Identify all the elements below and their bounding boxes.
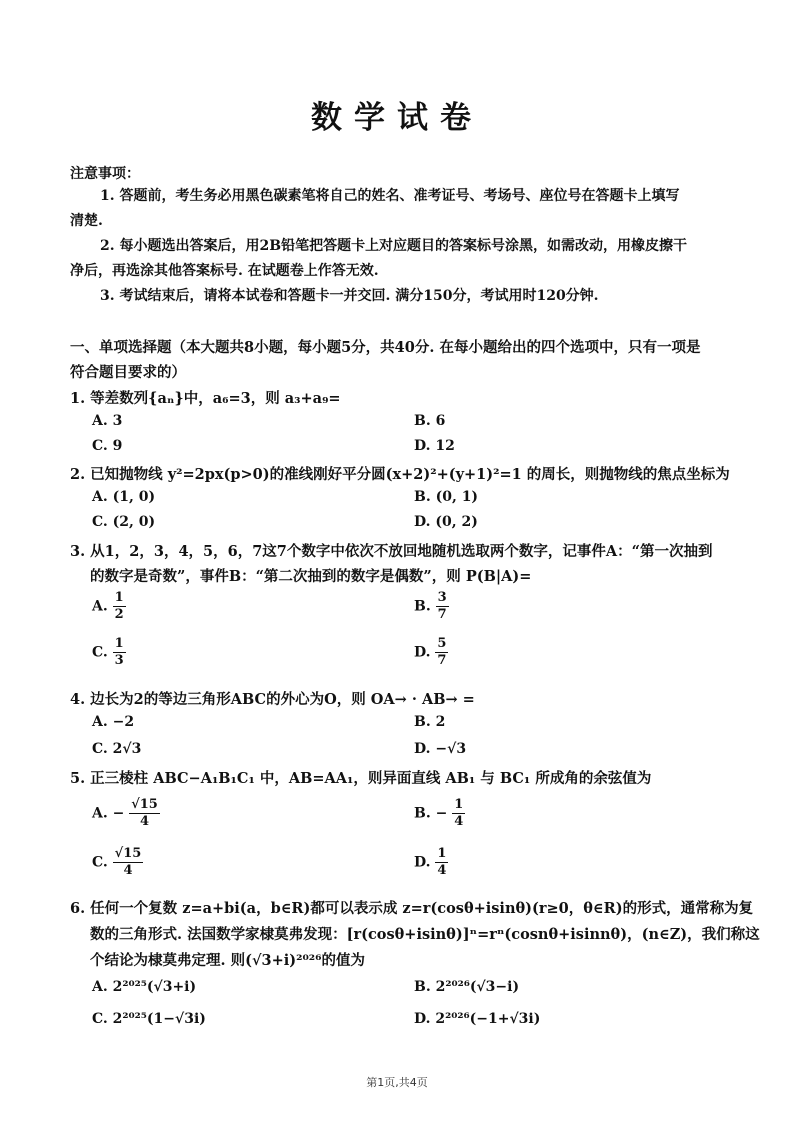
note-2a: 2. 每小题选出答案后，用2B铅笔把答题卡上对应题目的答案标号涂黑，如需改动，用橡皮擦干 [100, 238, 688, 254]
q3-option-d-label: D. [414, 644, 431, 661]
q4-stem: 4. 边长为2的等边三角形ABC的外心为O，则 OA→ · AB→ = [70, 691, 475, 708]
q3-option-a-denominator: 2 [114, 607, 124, 622]
q5-option-b-label: B. − [414, 805, 448, 822]
q5-option-d-fraction [435, 846, 448, 879]
q2-option-b: B. (0, 1) [414, 489, 479, 505]
q6-stem-line1: 6. 任何一个复数 z=a+bi(a，b∈R)都可以表示成 z=r(cosθ+isinθ)(r≥0，θ∈R)的形式，通常称为复 [70, 900, 754, 917]
q5-option-c-numerator: √15 [114, 846, 142, 861]
q5-option-a-denominator: 4 [140, 814, 150, 829]
q3-option-c-fraction [113, 636, 126, 669]
q1-stem: 1. 等差数列{aₙ}中，a₆=3，则 a₃+a₉= [70, 390, 341, 407]
q6-option-a: A. 2²⁰²⁵(√3+i) [92, 979, 197, 995]
q3-option-a [92, 590, 126, 623]
q2-stem: 2. 已知抛物线 y²=2px(p>0)的准线刚好平分圆(x+2)²+(y+1)²=1 的周长，则抛物线的焦点坐标为 [70, 466, 730, 483]
q5-option-a-numerator: √15 [131, 797, 158, 812]
q3-option-b-denominator: 7 [437, 607, 447, 622]
q4-option-b: B. 2 [414, 714, 446, 730]
q4-option-c: C. 2√3 [92, 741, 142, 757]
q5-option-b [414, 797, 465, 830]
note-1b: 清楚. [70, 213, 103, 229]
q1-option-c: C. 9 [92, 438, 123, 454]
q4-option-d: D. −√3 [414, 741, 467, 757]
q5-option-b-denominator: 4 [454, 814, 464, 829]
q2-option-a: A. (1, 0) [92, 489, 156, 505]
q3-option-c-numerator: 1 [114, 636, 124, 651]
q5-option-a [92, 797, 160, 830]
q1-option-b: B. 6 [414, 413, 446, 429]
q2-option-d: D. (0, 2) [414, 514, 478, 530]
q5-option-c [92, 846, 143, 879]
q5-option-c-fraction [113, 846, 144, 879]
q3-option-d-numerator: 5 [437, 636, 447, 651]
section1-heading-line2: 符合题目要求的） [70, 364, 186, 381]
q1-option-a: A. 3 [92, 413, 123, 429]
q3-option-b-numerator: 3 [437, 590, 447, 605]
q4-option-a: A. −2 [92, 714, 135, 730]
q3-option-b-label: B. [414, 598, 431, 615]
q5-stem: 5. 正三棱柱 ABC−A₁B₁C₁ 中，AB=AA₁，则异面直线 AB₁ 与 BC₁ 所成角的余弦值为 [70, 770, 652, 787]
section1-heading-line1: 一、单项选择题（本大题共8小题，每小题5分，共40分. 在每小题给出的四个选项中，只有一项是 [70, 339, 701, 356]
q3-option-d-denominator: 7 [437, 653, 447, 668]
q5-option-d-numerator: 1 [437, 846, 447, 861]
q6-option-b: B. 2²⁰²⁶(√3−i) [414, 979, 520, 995]
q5-option-c-label: C. [92, 854, 108, 871]
q5-option-a-label: A. − [92, 805, 125, 822]
q3-option-d-fraction [435, 636, 448, 669]
q6-option-d: D. 2²⁰²⁶(−1+√3i) [414, 1011, 541, 1027]
q5-option-c-denominator: 4 [123, 863, 133, 878]
q6-option-c: C. 2²⁰²⁵(1−√3i) [92, 1011, 206, 1027]
q5-option-d-label: D. [414, 854, 431, 871]
q3-option-a-numerator: 1 [114, 590, 124, 605]
q3-option-a-label: A. [92, 598, 108, 615]
q3-option-b [414, 590, 449, 623]
q3-option-c-denominator: 3 [114, 653, 124, 668]
q3-option-c-label: C. [92, 644, 108, 661]
q3-option-c [92, 636, 126, 669]
q5-option-b-numerator: 1 [454, 797, 464, 812]
q3-stem-line2: 的数字是奇数”，事件B：“第二次抽到的数字是偶数”，则 P(B|A)= [90, 568, 532, 585]
q6-stem-line2: 数的三角形式. 法国数学家棣莫弗发现：[r(cosθ+isinθ)]ⁿ=rⁿ(cosnθ+isinnθ)，(n∈Z)，我们称这 [90, 926, 760, 943]
q3-stem-line1: 3. 从1，2，3，4，5，6，7这7个数字中依次不放回地随机选取两个数字，记事件A：“第一次抽到 [70, 543, 713, 560]
q3-option-d [414, 636, 448, 669]
note-2b: 净后，再选涂其他答案标号. 在试题卷上作答无效. [70, 263, 379, 279]
q3-option-a-fraction [113, 590, 126, 623]
paper-title: 数学试卷 [311, 100, 483, 136]
q5-option-b-fraction [452, 797, 465, 830]
q5-option-d [414, 846, 448, 879]
q1-option-d: D. 12 [414, 438, 455, 454]
q3-option-b-fraction [436, 590, 449, 623]
q6-stem-line3: 个结论为棣莫弗定理. 则(√3+i)²⁰²⁶的值为 [90, 952, 365, 969]
note-3: 3. 考试结束后，请将本试卷和答题卡一并交回. 满分150分，考试用时120分钟. [100, 288, 599, 304]
q5-option-d-denominator: 4 [437, 863, 447, 878]
page-footer: 第1页,共4页 [366, 1076, 428, 1089]
q2-option-c: C. (2, 0) [92, 514, 156, 530]
note-1a: 1. 答题前，考生务必用黑色碳素笔将自己的姓名、准考证号、考场号、座位号在答题卡上填写 [100, 188, 680, 204]
q5-option-a-fraction [129, 797, 160, 830]
notes-heading: 注意事项： [70, 166, 140, 182]
